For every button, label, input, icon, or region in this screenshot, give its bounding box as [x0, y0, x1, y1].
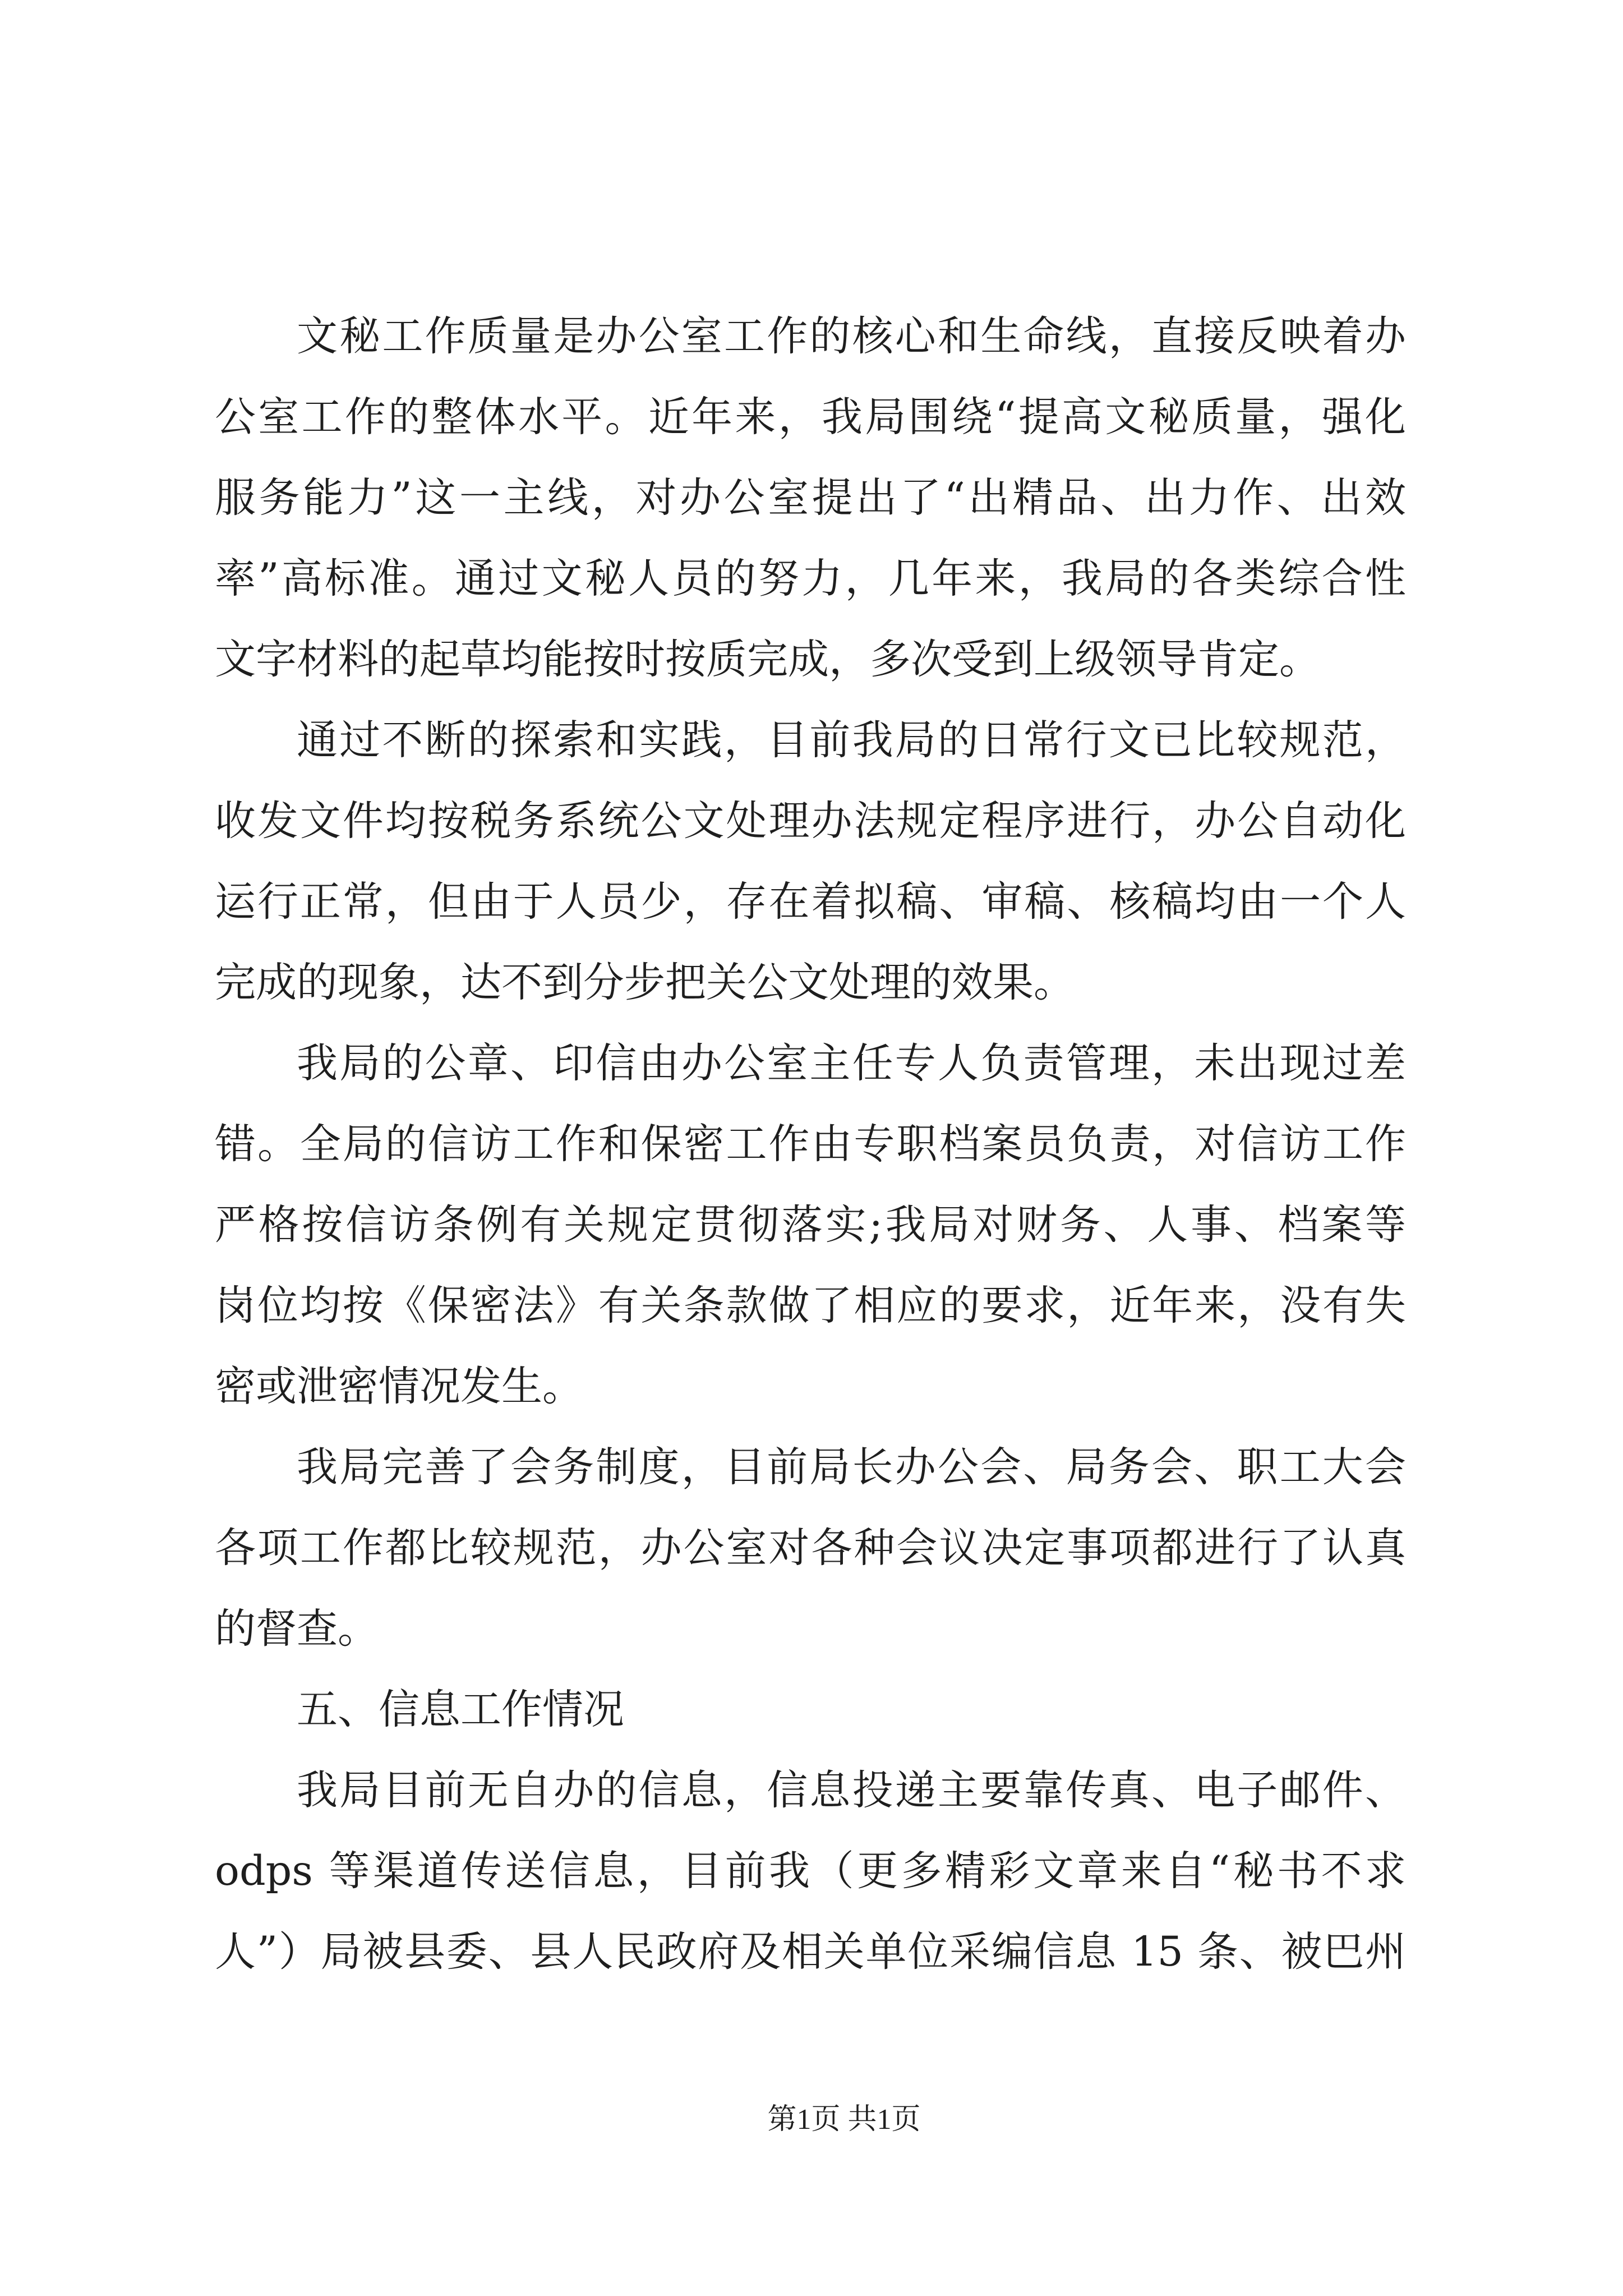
text-line: 我局目前无自办的信息，信息投递主要靠传真、电子邮件、	[297, 1766, 1406, 1814]
page-footer: 第1页 共1页	[767, 2104, 921, 2136]
text-line: 五、信息工作情况	[297, 1686, 624, 1733]
text-line: 岗位均按《保密法》有关条款做了相应的要求，近年来，没有失	[215, 1282, 1406, 1329]
text-line: 运行正常，但由于人员少，存在着拟稿、审稿、核稿均由一个人	[215, 878, 1406, 926]
text-line: 完成的现象，达不到分步把关公文处理的效果。	[215, 959, 1075, 1006]
text-line: 密或泄密情况发生。	[215, 1363, 583, 1410]
text-line: 各项工作都比较规范，办公室对各种会议决定事项都进行了认真	[215, 1524, 1406, 1572]
text-line: 的督查。	[215, 1605, 379, 1653]
text-line: 人”）局被县委、县人民政府及相关单位采编信息 15 条、被巴州	[215, 1928, 1406, 1976]
text-line: odps 等渠道传送信息，目前我（更多精彩文章来自“秘书不求	[215, 1847, 1406, 1895]
paragraph	[215, 1750, 1406, 1993]
paragraph	[215, 700, 1406, 1023]
text-line: 严格按信访条例有关规定贯彻落实;我局对财务、人事、档案等	[215, 1201, 1406, 1249]
text-line: 我局的公章、印信由办公室主任专人负责管理，未出现过差	[297, 1039, 1406, 1087]
text-line: 我局完善了会务制度，目前局长办公会、局务会、职工大会	[297, 1443, 1406, 1491]
document-body	[215, 296, 1406, 1993]
text-line: 错。全局的信访工作和保密工作由专职档案员负责，对信访工作	[215, 1120, 1406, 1168]
paragraph	[215, 296, 1406, 700]
text-line: 通过不断的探索和实践，目前我局的日常行文已比较规范，	[297, 716, 1406, 764]
section-heading	[215, 1669, 1406, 1750]
text-line: 率”高标准。通过文秘人员的努力，几年来，我局的各类综合性	[215, 555, 1406, 602]
text-line: 文字材料的起草均能按时按质完成，多次受到上级领导肯定。	[215, 636, 1320, 683]
text-line: 文秘工作质量是办公室工作的核心和生命线，直接反映着办	[297, 312, 1406, 360]
paragraph	[215, 1427, 1406, 1669]
paragraph	[215, 1023, 1406, 1427]
text-line: 收发文件均按税务系统公文处理办法规定程序进行，办公自动化	[215, 797, 1406, 845]
text-line: 服务能力”这一主线，对办公室提出了“出精品、出力作、出效	[215, 474, 1406, 522]
text-line: 公室工作的整体水平。近年来，我局围绕“提高文秘质量，强化	[215, 393, 1406, 441]
